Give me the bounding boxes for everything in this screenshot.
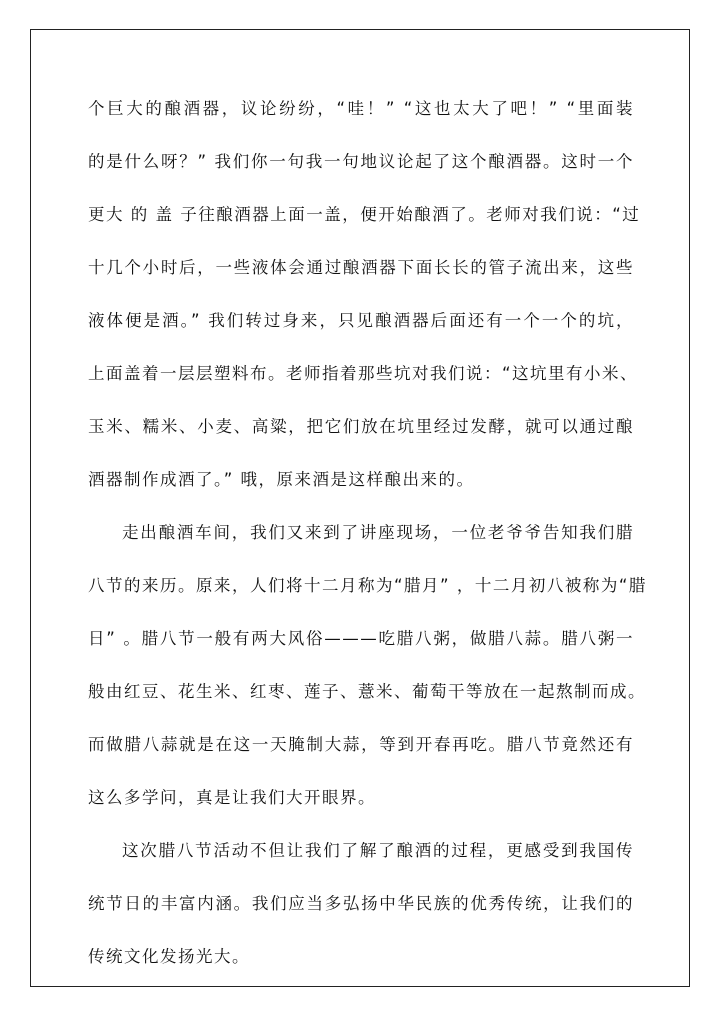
text-line: 十几个小时后，一些液体会通过酿酒器下面长长的管子流出来，这些	[88, 258, 634, 277]
text-line: 这次腊八节活动不但让我们了解了酿酒的过程，更感受到我国传	[122, 841, 634, 860]
text-line: 玉米、糯米、小麦、高粱，把它们放在坑里经过发酵，就可以通过酿	[88, 417, 634, 436]
text-line: 走出酿酒车间，我们又来到了讲座现场，一位老爷爷告知我们腊	[122, 523, 634, 542]
text-line: 统节日的丰富内涵。我们应当多弘扬中华民族的优秀传统，让我们的	[88, 894, 634, 913]
text-line: 传统文化发扬光大。	[88, 947, 250, 966]
text-line: 酒器制作成酒了。” 哦，原来酒是这样酿出来的。	[88, 470, 475, 489]
text-line: 个巨大的酿酒器，议论纷纷，“哇！” “这也太大了吧！” “里面装	[88, 99, 634, 118]
text-line: 而做腊八蒜就是在这一天腌制大蒜，等到开春再吃。腊八节竟然还有	[88, 735, 634, 754]
text-line: 这么多学问，真是让我们大开眼界。	[88, 788, 376, 807]
text-line: 液体便是酒。” 我们转过身来，只见酿酒器后面还有一个一个的坑，	[88, 311, 634, 330]
text-line: 更大 的 盖 子往酿酒器上面一盖，便开始酿酒了。老师对我们说：“过	[88, 205, 641, 224]
text-line: 八节的来历。原来，人们将十二月称为“腊月” ，十二月初八被称为“腊	[88, 576, 647, 595]
document-body	[88, 93, 647, 994]
text-line: 般由红豆、花生米、红枣、莲子、薏米、葡萄干等放在一起熬制而成。	[88, 682, 646, 701]
text-line: 的是什么呀？” 我们你一句我一句地议论起了这个酿酒器。这时一个	[88, 152, 634, 171]
text-line: 日” 。腊八节一般有两大风俗———吃腊八粥，做腊八蒜。腊八粥一	[88, 629, 634, 648]
text-line: 上面盖着一层层塑料布。老师指着那些坑对我们说：“这坑里有小米、	[88, 364, 639, 383]
